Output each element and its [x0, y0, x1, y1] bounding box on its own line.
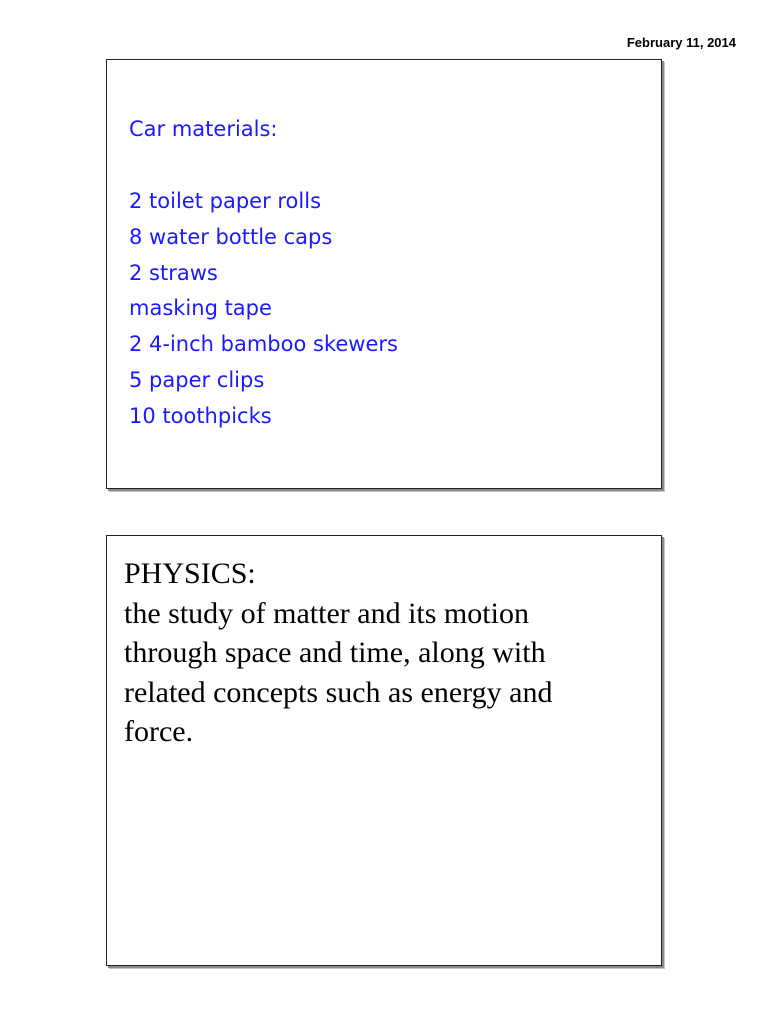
physics-term: PHYSICS:: [124, 557, 256, 590]
list-item: masking tape: [129, 296, 272, 321]
materials-list: [129, 184, 398, 435]
list-item: 8 water bottle caps: [129, 224, 333, 249]
physics-definition: the study of matter and its motion through space and time, along with related concepts such as energy and force.: [124, 596, 553, 748]
materials-heading: Car materials:: [129, 117, 278, 141]
list-item: 2 toilet paper rolls: [129, 189, 322, 213]
list-item: 2 4-inch bamboo skewers: [129, 332, 398, 357]
page-date: February 11, 2014: [626, 35, 736, 50]
list-item: 10 toothpicks: [129, 403, 272, 428]
list-item: 5 paper clips: [129, 367, 265, 392]
slide-physics-definition: [106, 535, 662, 966]
list-item: 2 straws: [129, 260, 218, 285]
slide-car-materials: [106, 59, 662, 489]
